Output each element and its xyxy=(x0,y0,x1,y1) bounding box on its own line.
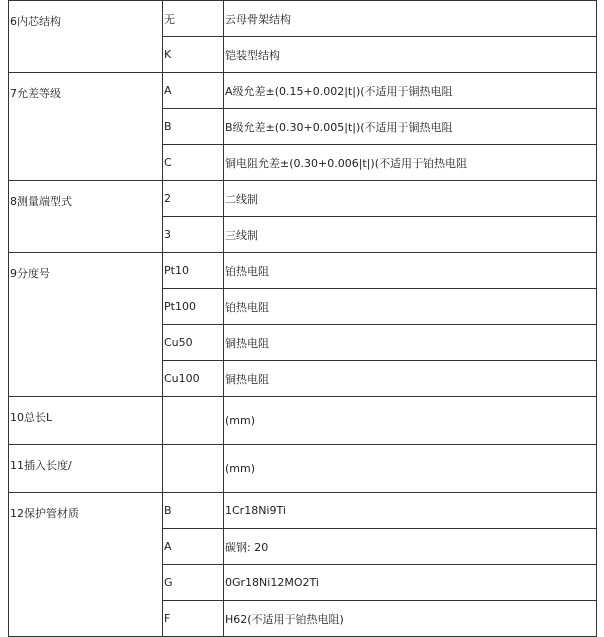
category-cell: 11插入长度/ xyxy=(9,445,163,493)
description-cell: 碳钢: 20 xyxy=(224,529,597,565)
code-cell: A xyxy=(163,73,224,109)
code-cell: Cu100 xyxy=(163,361,224,397)
description-cell: A级允差±(0.15+0.002|t|)(不适用于铜热电阻 xyxy=(224,73,597,109)
code-cell xyxy=(163,445,224,493)
table-row xyxy=(9,253,597,289)
code-cell xyxy=(163,397,224,445)
description-cell: (mm) xyxy=(224,397,597,445)
table-row xyxy=(9,1,597,37)
description-cell: 铜热电阻 xyxy=(224,325,597,361)
code-cell: K xyxy=(163,37,224,73)
code-cell: A xyxy=(163,529,224,565)
code-cell: Pt10 xyxy=(163,253,224,289)
description-cell: 三线制 xyxy=(224,217,597,253)
table-row xyxy=(9,73,597,109)
category-cell: 8测量端型式 xyxy=(9,181,163,253)
code-cell: G xyxy=(163,565,224,601)
description-cell: 铂热电阻 xyxy=(224,253,597,289)
spec-table-body xyxy=(9,1,597,637)
code-cell: 2 xyxy=(163,181,224,217)
description-cell: 0Gr18Ni12MO2Ti xyxy=(224,565,597,601)
code-cell: F xyxy=(163,601,224,637)
code-cell: B xyxy=(163,109,224,145)
description-cell: 1Cr18Ni9Ti xyxy=(224,493,597,529)
description-cell: 铠装型结构 xyxy=(224,37,597,73)
category-cell: 12保护管材质 xyxy=(9,493,163,637)
category-cell: 10总长L xyxy=(9,397,163,445)
table-row xyxy=(9,493,597,529)
code-cell: Pt100 xyxy=(163,289,224,325)
description-cell: H62(不适用于铂热电阻) xyxy=(224,601,597,637)
code-cell: 无 xyxy=(163,1,224,37)
description-cell: (mm) xyxy=(224,445,597,493)
code-cell: B xyxy=(163,493,224,529)
category-cell: 9分度号 xyxy=(9,253,163,397)
code-cell: C xyxy=(163,145,224,181)
code-cell: 3 xyxy=(163,217,224,253)
description-cell: 铜电阻允差±(0.30+0.006|t|)(不适用于铂热电阻 xyxy=(224,145,597,181)
description-cell: 铜热电阻 xyxy=(224,361,597,397)
category-cell: 6内芯结构 xyxy=(9,1,163,73)
category-cell: 7允差等级 xyxy=(9,73,163,181)
code-cell: Cu50 xyxy=(163,325,224,361)
spec-table xyxy=(8,0,597,637)
description-cell: B级允差±(0.30+0.005|t|)(不适用于铜热电阻 xyxy=(224,109,597,145)
description-cell: 二线制 xyxy=(224,181,597,217)
description-cell: 铂热电阻 xyxy=(224,289,597,325)
table-row xyxy=(9,181,597,217)
description-cell: 云母骨架结构 xyxy=(224,1,597,37)
table-row xyxy=(9,445,597,493)
table-row xyxy=(9,397,597,445)
